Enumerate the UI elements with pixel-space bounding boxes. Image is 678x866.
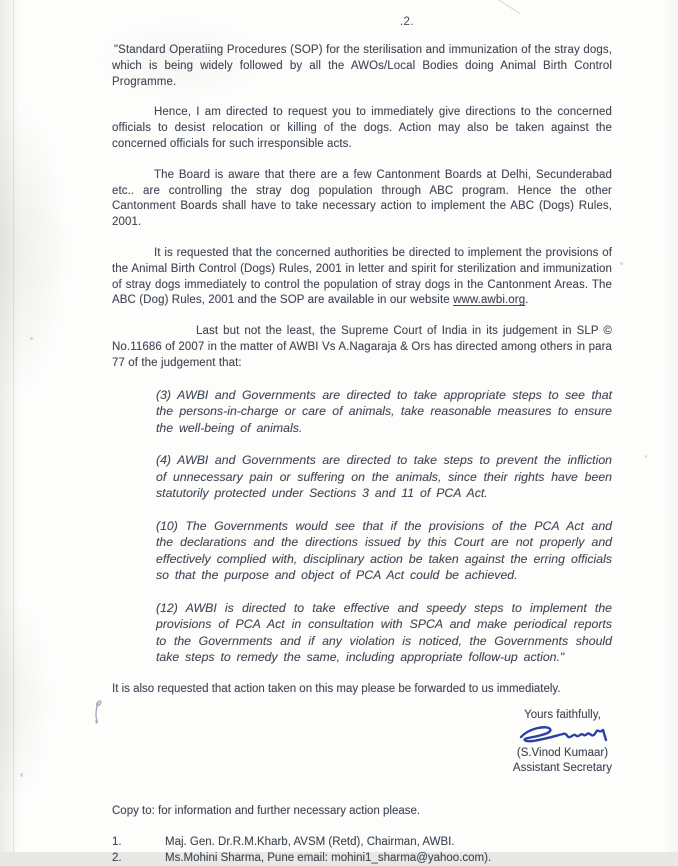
paragraph-cantonment-boards: The Board is aware that there are a few Cantonment Boards at Delhi, Secunderabad etc.. are controlling the stray dog population through ABC program. Hence the other Cantonment Boards shall have to take necessary action to implement the ABC (Dogs) Rules, 2001. bbox=[112, 168, 612, 229]
scan-speck bbox=[645, 455, 647, 458]
copy-to-item bbox=[112, 850, 612, 866]
judgement-quote-10: (10) The Governments would see that if the provisions of the PCA Act and the declarations and the directions issued by this Court are not properly and effectively complied with, disciplinary action be taken against the erring officials so that the purpose and object of PCA Act could be achieved. bbox=[156, 518, 612, 583]
copy-to-item-text: Ms.Mohini Sharma, Pune email: mohini1_sharma@yahoo.com). bbox=[165, 852, 492, 865]
signatory-title: Assistant Secretary bbox=[512, 762, 612, 775]
judgement-quote-12: (12) AWBI is directed to take effective and speedy steps to implement the provisions of PCA Act in consultation with SPCA and make periodical reports to the Governments and if any violation is noticed, the Governments should take steps to remedy the same, including appropriate follow-up action." bbox=[156, 600, 612, 665]
awbi-website-link: www.awbi.org bbox=[453, 294, 526, 307]
copy-to-heading: Copy to: for information and further necessary action please. bbox=[112, 805, 421, 818]
scan-scratch-artifact bbox=[498, 0, 521, 14]
signature-scribble-icon bbox=[515, 722, 609, 748]
signature-block bbox=[513, 708, 612, 776]
paragraph-abc-rules-period: . bbox=[525, 294, 529, 307]
copy-to-item-number: 1. bbox=[112, 836, 122, 849]
closing-text: It is also requested that action taken on this may please be forwarded to us immediately. bbox=[112, 682, 561, 695]
scan-speck bbox=[620, 262, 623, 265]
pen-mark-icon bbox=[90, 699, 104, 727]
letter-body bbox=[112, 16, 612, 866]
signatory-name: (S.Vinod Kumaar) bbox=[516, 747, 609, 760]
judgement-quote-3: (3) AWBI and Governments are directed to take appropriate steps to see that the persons-in-charge or care of animals, take reasonable measures to ensure the well-being of animals. bbox=[156, 387, 612, 435]
copy-to-item bbox=[112, 834, 612, 850]
paragraph-sop: "Standard Operatiing Procedures (SOP) for the sterilisation and immunization of the stray dogs, which is being widely followed by all the AWOs/Local Bodies doing Animal Birth Control Programme. bbox=[112, 44, 612, 88]
paragraph-abc-rules bbox=[112, 246, 612, 309]
page-number: .2. bbox=[399, 16, 415, 28]
paragraph-abc-rules-text: It is requested that the concerned authorities be directed to implement the provisions of the Animal Birth Control (Dogs) Rules, 2001 in letter and spirit for sterilization and immunization of stray dogs immediately to control the population of stray dogs in the Cantonment Areas. The ABC (Dog) Rules, 2001 and the SOP are available in our website bbox=[112, 246, 612, 307]
copy-to-item-number: 2. bbox=[112, 852, 122, 865]
copy-to-item-text: Maj. Gen. Dr.R.M.Kharb, AVSM (Retd), Chairman, AWBI. bbox=[165, 836, 455, 849]
scan-speck bbox=[30, 337, 33, 340]
paragraph-supreme-court: Last but not the least, the Supreme Court of India in its judgement in SLP © No.11686 of 2007 in the matter of AWBI Vs A.Nagaraja & Ors has directed among others in para 77 of the judgement that: bbox=[112, 325, 612, 369]
valediction: Yours faithfully, bbox=[524, 709, 601, 722]
scan-edge-artifact bbox=[13, 0, 14, 852]
scan-speck bbox=[20, 773, 23, 777]
judgement-quote-4: (4) AWBI and Governments are directed to take steps to prevent the infliction of unnecessary pain or suffering on the animals, since their rights have been statutorily protected under Sections 3 and 11 of PCA Act. bbox=[156, 453, 612, 501]
paragraph-directions: Hence, I am directed to request you to immediately give directions to the concerned officials to desist relocation or killing of the dogs. Action may also be taken against the concerned officials for such irresponsible acts. bbox=[112, 106, 612, 150]
copy-to-section bbox=[112, 805, 612, 866]
paragraph-closing bbox=[112, 682, 612, 698]
